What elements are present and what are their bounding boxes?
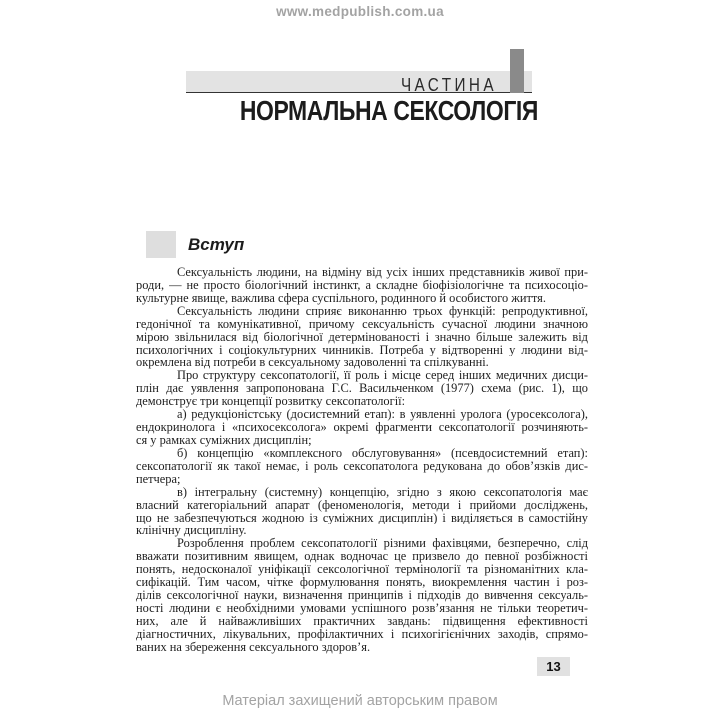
- text-line: сексопатології як такої немає, і роль сексопатолога редукована до обов’язків дис-: [136, 459, 588, 473]
- text-line: що не забезпечуються жодною із суміжних дисциплін) і виділяється в самостійну: [136, 511, 588, 525]
- paragraph: [136, 486, 588, 538]
- text-line: плін дає уявлення запропонована Г.С. Васильченком (1977) схема (рис. 1), що: [136, 382, 588, 396]
- part-header-accent-block: [510, 49, 524, 93]
- text-line: діагностичних, лікувальних, профілактичних і психогігієнічних заходів, спрямо-: [136, 627, 588, 641]
- paragraph: [136, 408, 588, 447]
- page-number-box: [537, 657, 570, 676]
- text-line: сифікацій. Тим часом, чітке формулювання понять, виокремлення частин і роз-: [136, 576, 588, 590]
- part-label: ЧАСТИНА: [400, 75, 497, 95]
- text-line: Розроблення проблем сексопатології різними фахівцями, безперечно, слід: [177, 537, 588, 551]
- copyright-notice: Матеріал захищений авторським правом: [222, 693, 498, 709]
- paragraph: [136, 447, 588, 486]
- text-line: ділів сексологічної науки, визначення принципів і підходів до вивчення сексуаль-: [136, 589, 588, 602]
- body-text: [136, 266, 588, 654]
- text-line: окремлена від потреби в сексуальному задоволенні та спілкуванні.: [136, 356, 489, 370]
- paragraph: [136, 305, 588, 370]
- text-line: понять, недосконалої уніфікації сексологічної термінології та різноманітних кла-: [136, 563, 588, 577]
- page-number: 13: [546, 659, 561, 674]
- text-line: в) інтегральну (системну) концепцію, згідно з якою сексопатологія має: [177, 485, 588, 499]
- text-line: гедонічної та комунікативної, причому сексуальність сучасної людини значною: [136, 317, 588, 331]
- paragraph: [136, 369, 588, 408]
- part-title: НОРМАЛЬНА СЕКСОЛОГІЯ: [239, 95, 538, 126]
- site-url-text: www.medpublish.com.ua: [276, 4, 444, 19]
- text-line: вважати позитивним явищем, однак водночас це призвело до певної розбіжності: [136, 550, 588, 564]
- section-heading: Вступ: [188, 235, 245, 254]
- text-line: ваних на збереження сексуального здоров’я.: [136, 640, 371, 654]
- text-line: Сексуальність людини сприяє виконанню трьох функцій: репродуктивної,: [177, 304, 588, 318]
- text-line: психологічних і соціокультурних чинників. Потреба у відтворенні у людини від-: [136, 343, 588, 357]
- text-line: ності людини є необхідними умовами успішного розв’язання не тільки теоретич-: [136, 601, 588, 615]
- text-line: мірою звільнилася від біологічної детермінованості і значно більше залежить від: [136, 330, 588, 344]
- paragraph: [136, 266, 588, 305]
- text-line: клінічну дисципліну.: [136, 524, 247, 538]
- text-line: Про структуру сексопатології, її роль і місце серед інших медичних дисци-: [177, 369, 588, 383]
- text-line: них, але й найважливіших практичних завдань: підвищення ефективності: [136, 614, 588, 628]
- text-line: роди, — не просто біологічний інстинкт, а складне біофізіологічне та психосоціо-: [136, 278, 588, 292]
- text-line: культурне явище, важлива сфера суспільного, родинного й особистого життя.: [136, 291, 546, 305]
- text-line: ендокринолога і «психосексолога» окремі фрагменти сексопатології розчиняють-: [136, 421, 588, 434]
- text-line: власний категоріальний апарат (феноменологія, методи і прийоми досліджень,: [136, 498, 588, 512]
- text-line: б) концепцію «комплексного обслуговування» (псевдосистемний етап):: [177, 446, 588, 460]
- section-marker-square: [146, 231, 176, 258]
- text-line: петчера;: [136, 472, 181, 486]
- text-line: а) редукціоністську (досистемний етап): в уявленні уролога (уросексолога),: [177, 408, 588, 422]
- text-line: ся у рамках суміжних дисциплін;: [136, 433, 312, 447]
- paragraph: [136, 537, 588, 653]
- text-line: демонструє три концепції розвитку сексопатології:: [136, 395, 406, 409]
- text-line: Сексуальність людини, на відміну від усіх інших представників живої при-: [177, 266, 588, 279]
